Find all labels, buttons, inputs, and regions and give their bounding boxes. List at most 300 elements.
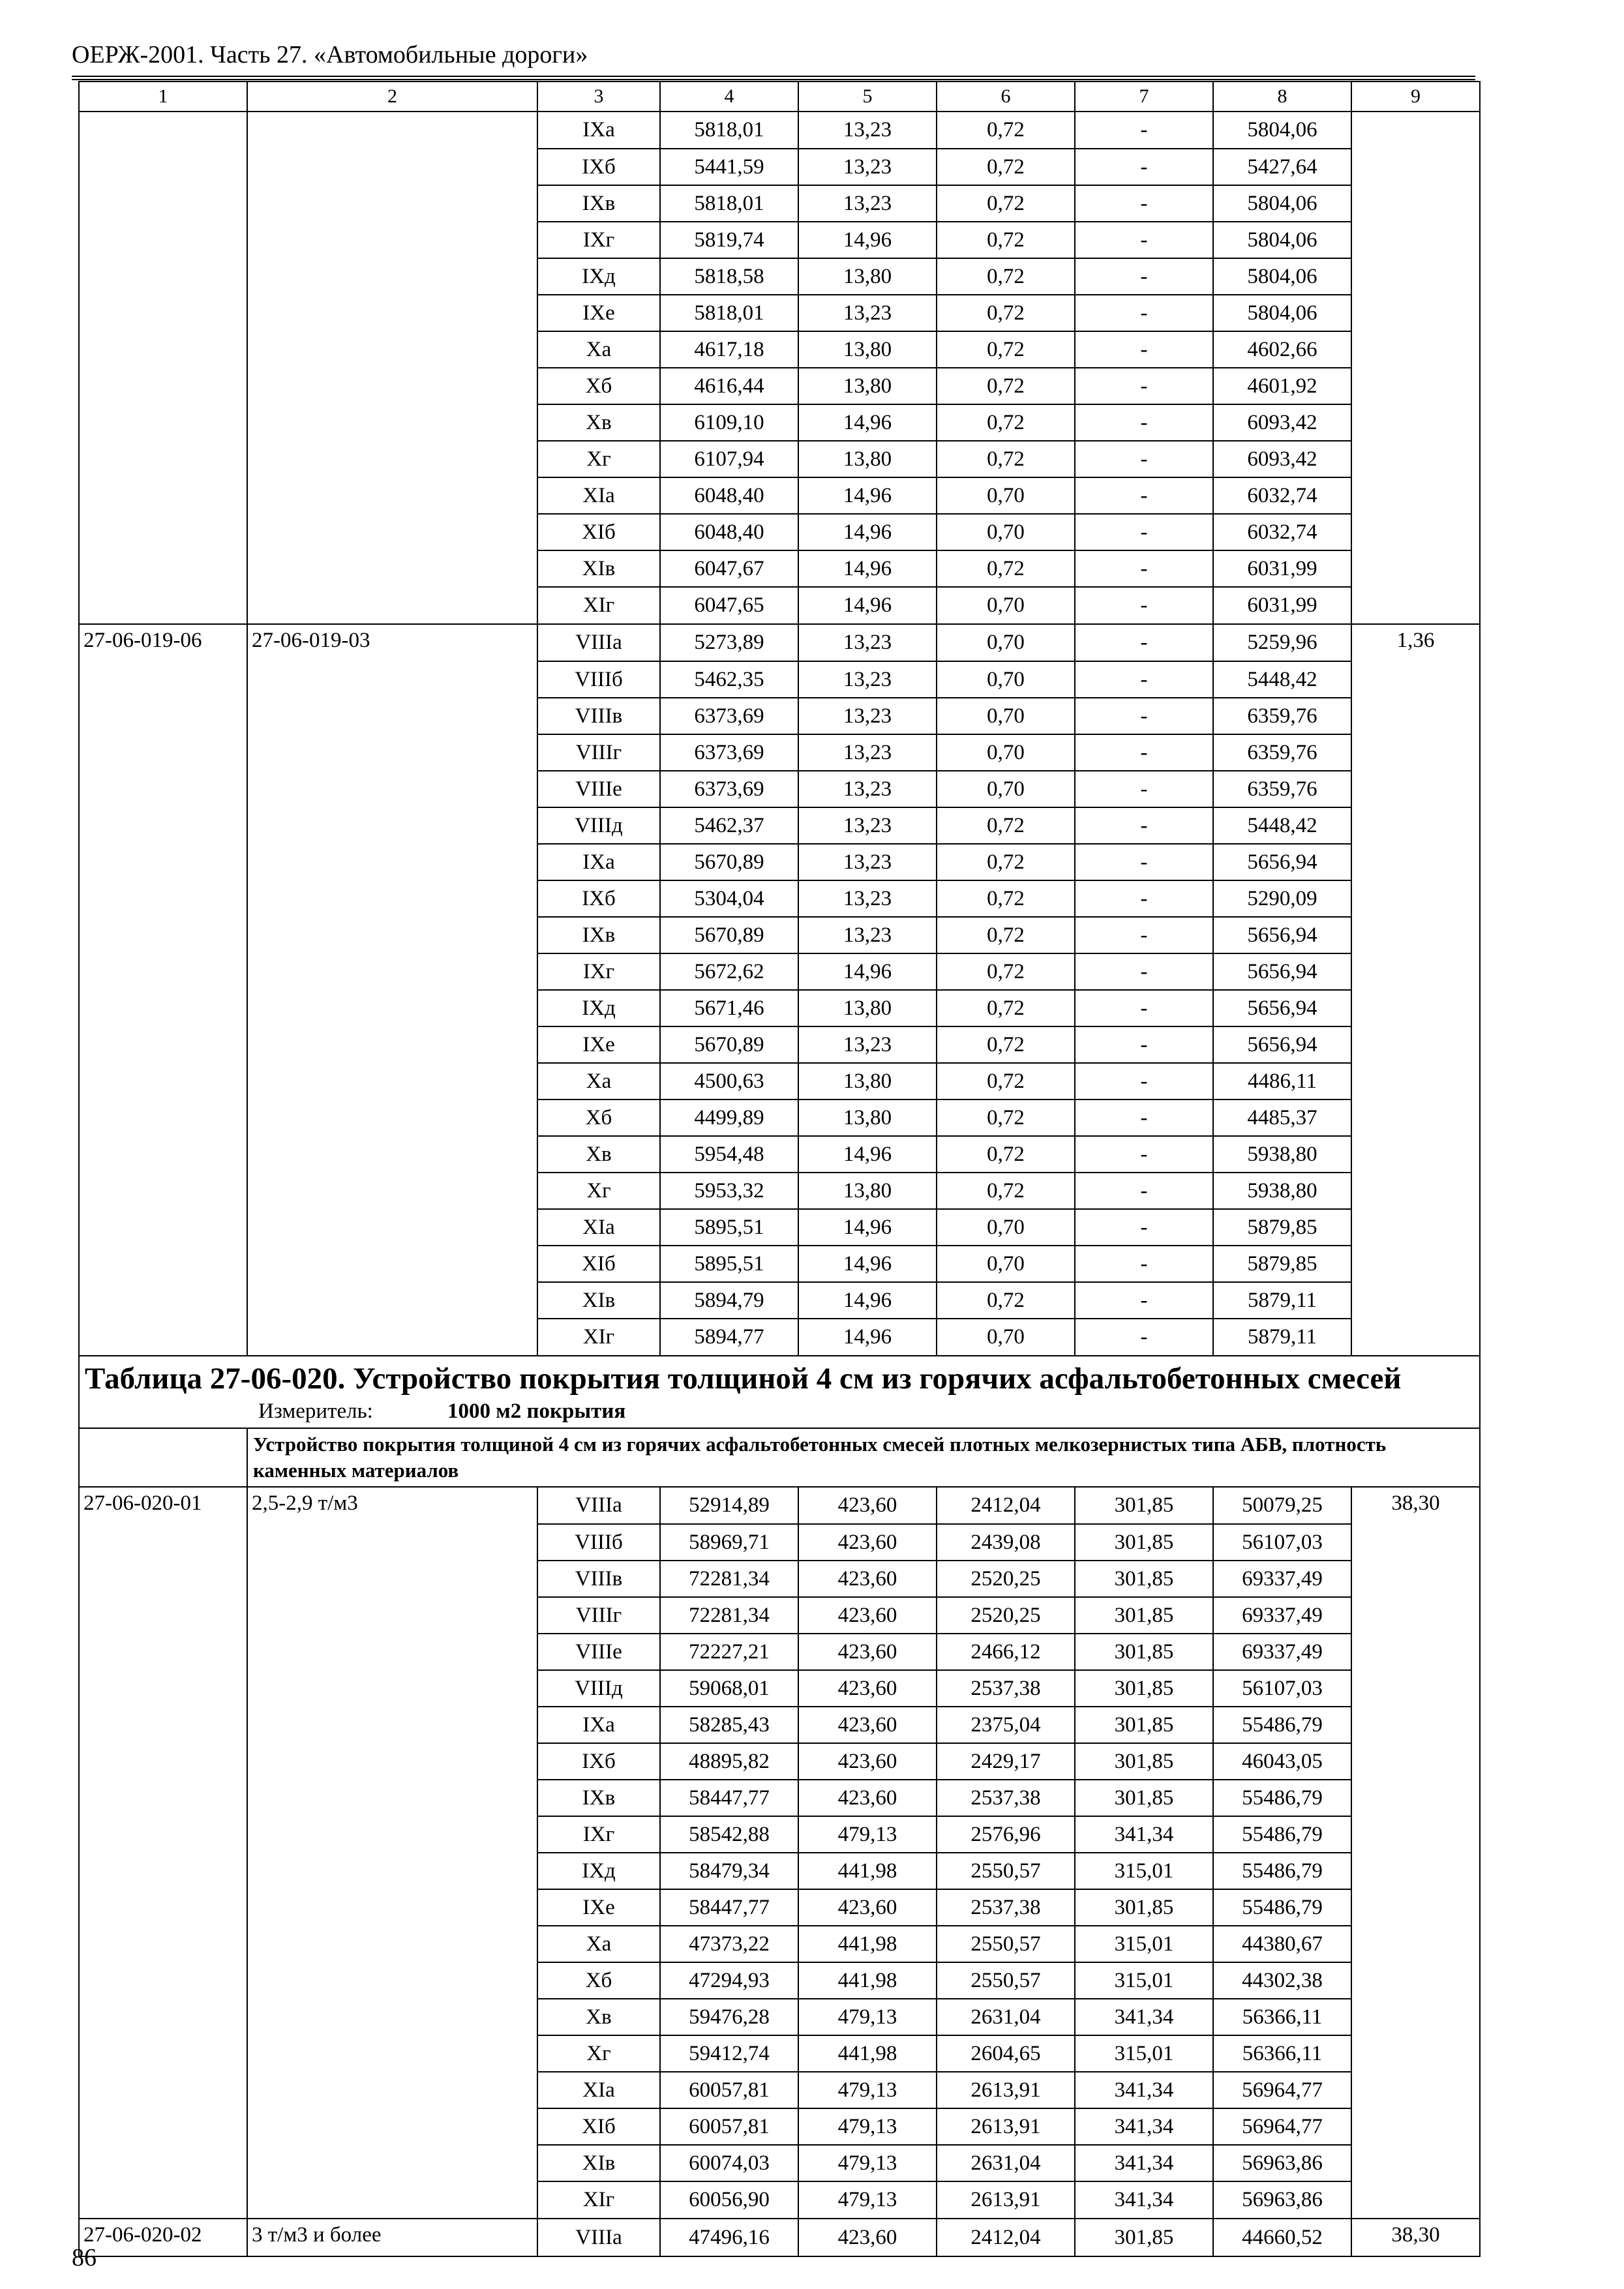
- value-cell: XIг: [537, 2181, 660, 2219]
- value-cell: 47294,93: [660, 1962, 798, 1999]
- value-cell: 341,34: [1075, 2181, 1213, 2219]
- value-cell: 423,60: [798, 1634, 937, 1670]
- value-cell: IXa: [537, 1707, 660, 1743]
- coef-cell: [1351, 1100, 1480, 1136]
- code-cell: [79, 1209, 247, 1246]
- value-cell: 2576,96: [937, 1816, 1075, 1853]
- value-cell: -: [1075, 149, 1213, 185]
- value-cell: 2631,04: [937, 2145, 1075, 2181]
- table-row: [79, 1026, 1480, 1063]
- coef-cell: 38,30: [1351, 1487, 1480, 1524]
- value-cell: 14,96: [798, 1209, 937, 1246]
- base-cell: [247, 1670, 537, 1707]
- value-cell: 6359,76: [1213, 771, 1351, 807]
- value-cell: -: [1075, 624, 1213, 661]
- coef-cell: [1351, 1561, 1480, 1597]
- value-cell: 48895,82: [660, 1743, 798, 1780]
- value-cell: IXд: [537, 990, 660, 1026]
- value-cell: 60056,90: [660, 2181, 798, 2219]
- value-cell: 6359,76: [1213, 698, 1351, 734]
- base-cell: [247, 2181, 537, 2219]
- value-cell: 13,23: [798, 149, 937, 185]
- value-cell: 5879,11: [1213, 1282, 1351, 1319]
- coef-cell: [1351, 1173, 1480, 1209]
- value-cell: 441,98: [798, 2035, 937, 2072]
- coef-cell: [1351, 550, 1480, 587]
- base-cell: [247, 295, 537, 331]
- value-cell: 5804,06: [1213, 185, 1351, 222]
- base-cell: [247, 1999, 537, 2035]
- value-cell: 5670,89: [660, 917, 798, 953]
- coef-cell: [1351, 1634, 1480, 1670]
- value-cell: 5804,06: [1213, 295, 1351, 331]
- code-cell: [79, 1319, 247, 1356]
- base-cell: [247, 112, 537, 149]
- value-cell: XIa: [537, 477, 660, 514]
- value-cell: 0,70: [937, 734, 1075, 771]
- value-cell: 0,72: [937, 295, 1075, 331]
- value-cell: 423,60: [798, 1743, 937, 1780]
- page-number: 86: [72, 2244, 97, 2271]
- base-cell: [247, 1634, 537, 1670]
- value-cell: 59412,74: [660, 2035, 798, 2072]
- code-cell: [79, 1282, 247, 1319]
- value-cell: -: [1075, 990, 1213, 1026]
- value-cell: Xг: [537, 1173, 660, 1209]
- value-cell: XIб: [537, 1246, 660, 1282]
- coef-cell: [1351, 149, 1480, 185]
- coef-cell: [1351, 698, 1480, 734]
- value-cell: IXв: [537, 185, 660, 222]
- coef-cell: [1351, 1597, 1480, 1634]
- coef-cell: [1351, 1962, 1480, 1999]
- code-cell: [79, 1816, 247, 1853]
- value-cell: -: [1075, 661, 1213, 698]
- value-cell: 5894,79: [660, 1282, 798, 1319]
- coef-cell: 38,30: [1351, 2219, 1480, 2256]
- value-cell: XIг: [537, 587, 660, 624]
- value-cell: 341,34: [1075, 2108, 1213, 2145]
- value-cell: 14,96: [798, 514, 937, 550]
- value-cell: 301,85: [1075, 1780, 1213, 1816]
- base-cell: [247, 2108, 537, 2145]
- value-cell: 5879,85: [1213, 1246, 1351, 1282]
- coef-cell: [1351, 258, 1480, 295]
- table-row: [79, 1816, 1480, 1853]
- value-cell: XIa: [537, 1209, 660, 1246]
- code-cell: [79, 1597, 247, 1634]
- column-number: 3: [537, 82, 660, 112]
- table-row: [79, 1707, 1480, 1743]
- value-cell: 58447,77: [660, 1889, 798, 1926]
- value-cell: 2613,91: [937, 2072, 1075, 2108]
- value-cell: 0,72: [937, 917, 1075, 953]
- code-cell: [79, 477, 247, 514]
- base-cell: [247, 917, 537, 953]
- table-row: [79, 771, 1480, 807]
- value-cell: -: [1075, 698, 1213, 734]
- value-cell: Xв: [537, 1136, 660, 1173]
- value-cell: 5804,06: [1213, 258, 1351, 295]
- value-cell: 47496,16: [660, 2219, 798, 2256]
- value-cell: 0,70: [937, 624, 1075, 661]
- table-row: [79, 2145, 1480, 2181]
- value-cell: 5818,01: [660, 185, 798, 222]
- coef-cell: [1351, 112, 1480, 149]
- value-cell: XIв: [537, 2145, 660, 2181]
- value-cell: 5656,94: [1213, 990, 1351, 1026]
- value-cell: Xб: [537, 1100, 660, 1136]
- value-cell: 301,85: [1075, 1743, 1213, 1780]
- value-cell: 6093,42: [1213, 441, 1351, 477]
- value-cell: 2613,91: [937, 2108, 1075, 2145]
- value-cell: 56366,11: [1213, 2035, 1351, 2072]
- value-cell: 5954,48: [660, 1136, 798, 1173]
- value-cell: 72227,21: [660, 1634, 798, 1670]
- coef-cell: [1351, 917, 1480, 953]
- code-cell: [79, 514, 247, 550]
- column-number: 5: [798, 82, 937, 112]
- value-cell: -: [1075, 1063, 1213, 1100]
- code-cell: [79, 550, 247, 587]
- value-cell: 5938,80: [1213, 1173, 1351, 1209]
- value-cell: Xa: [537, 331, 660, 368]
- value-cell: 2520,25: [937, 1597, 1075, 1634]
- code-cell: [79, 1173, 247, 1209]
- base-cell: [247, 185, 537, 222]
- header-rule: [72, 76, 1475, 80]
- value-cell: 315,01: [1075, 1853, 1213, 1889]
- value-cell: 5427,64: [1213, 149, 1351, 185]
- coef-cell: [1351, 477, 1480, 514]
- value-cell: 60074,03: [660, 2145, 798, 2181]
- value-cell: -: [1075, 258, 1213, 295]
- code-cell: [79, 1743, 247, 1780]
- value-cell: 423,60: [798, 1597, 937, 1634]
- value-cell: 50079,25: [1213, 1487, 1351, 1524]
- value-cell: 6031,99: [1213, 550, 1351, 587]
- value-cell: -: [1075, 1173, 1213, 1209]
- value-cell: 5672,62: [660, 953, 798, 990]
- value-cell: 0,72: [937, 185, 1075, 222]
- value-cell: 6093,42: [1213, 404, 1351, 441]
- value-cell: 13,80: [798, 368, 937, 404]
- value-cell: 6107,94: [660, 441, 798, 477]
- value-cell: -: [1075, 1319, 1213, 1356]
- value-cell: 0,72: [937, 331, 1075, 368]
- coef-cell: [1351, 1670, 1480, 1707]
- value-cell: 52914,89: [660, 1487, 798, 1524]
- value-cell: 6109,10: [660, 404, 798, 441]
- value-cell: VIIIг: [537, 734, 660, 771]
- base-cell: [247, 1246, 537, 1282]
- table-row: [79, 953, 1480, 990]
- code-cell: [79, 1100, 247, 1136]
- value-cell: 0,70: [937, 477, 1075, 514]
- code-cell: [79, 1853, 247, 1889]
- value-cell: 6359,76: [1213, 734, 1351, 771]
- value-cell: 0,70: [937, 698, 1075, 734]
- code-cell: [79, 1889, 247, 1926]
- value-cell: 5670,89: [660, 1026, 798, 1063]
- coef-cell: [1351, 222, 1480, 258]
- value-cell: 2604,65: [937, 2035, 1075, 2072]
- value-cell: IXe: [537, 1026, 660, 1063]
- value-cell: 0,72: [937, 550, 1075, 587]
- value-cell: -: [1075, 185, 1213, 222]
- value-cell: 60057,81: [660, 2108, 798, 2145]
- coef-cell: [1351, 1063, 1480, 1100]
- value-cell: 56963,86: [1213, 2145, 1351, 2181]
- table-row: [79, 1319, 1480, 1356]
- value-cell: 56964,77: [1213, 2108, 1351, 2145]
- value-cell: 6373,69: [660, 698, 798, 734]
- column-number: 2: [247, 82, 537, 112]
- value-cell: 5879,85: [1213, 1209, 1351, 1246]
- value-cell: IXг: [537, 1816, 660, 1853]
- value-cell: 58447,77: [660, 1780, 798, 1816]
- value-cell: 5819,74: [660, 222, 798, 258]
- base-cell: [247, 1780, 537, 1816]
- value-cell: 4616,44: [660, 368, 798, 404]
- value-cell: 13,23: [798, 807, 937, 844]
- value-cell: 2439,08: [937, 1524, 1075, 1561]
- table-row: [79, 2072, 1480, 2108]
- value-cell: 5804,06: [1213, 222, 1351, 258]
- table-row: [79, 1173, 1480, 1209]
- value-cell: 479,13: [798, 1816, 937, 1853]
- value-cell: IXe: [537, 1889, 660, 1926]
- base-cell: [247, 441, 537, 477]
- code-cell: [79, 1524, 247, 1561]
- value-cell: 14,96: [798, 550, 937, 587]
- value-cell: 5304,04: [660, 880, 798, 917]
- value-cell: 5670,89: [660, 844, 798, 880]
- value-cell: 14,96: [798, 953, 937, 990]
- value-cell: Xб: [537, 1962, 660, 1999]
- table-row: [79, 1209, 1480, 1246]
- code-cell: [79, 404, 247, 441]
- value-cell: 14,96: [798, 477, 937, 514]
- coef-cell: [1351, 295, 1480, 331]
- table-row: [79, 404, 1480, 441]
- value-cell: 69337,49: [1213, 1561, 1351, 1597]
- table-row: [79, 1962, 1480, 1999]
- value-cell: 58285,43: [660, 1707, 798, 1743]
- value-cell: 5441,59: [660, 149, 798, 185]
- coef-cell: [1351, 587, 1480, 624]
- value-cell: 13,80: [798, 258, 937, 295]
- value-cell: Xв: [537, 1999, 660, 2035]
- base-cell: [247, 2035, 537, 2072]
- value-cell: 13,23: [798, 1026, 937, 1063]
- coef-cell: [1351, 2035, 1480, 2072]
- base-cell: [247, 1524, 537, 1561]
- value-cell: 13,80: [798, 1173, 937, 1209]
- table-row: [79, 1743, 1480, 1780]
- value-cell: VIIIв: [537, 1561, 660, 1597]
- base-cell: [247, 807, 537, 844]
- base-cell: [247, 1816, 537, 1853]
- base-cell: [247, 2145, 537, 2181]
- coef-cell: [1351, 1780, 1480, 1816]
- value-cell: IXв: [537, 917, 660, 953]
- table-row: [79, 1524, 1480, 1561]
- value-cell: 341,34: [1075, 2072, 1213, 2108]
- value-cell: VIIIa: [537, 1487, 660, 1524]
- value-cell: VIIIe: [537, 771, 660, 807]
- value-cell: 72281,34: [660, 1597, 798, 1634]
- coef-cell: [1351, 661, 1480, 698]
- value-cell: 13,23: [798, 698, 937, 734]
- value-cell: 0,72: [937, 441, 1075, 477]
- coef-cell: [1351, 2181, 1480, 2219]
- value-cell: 5938,80: [1213, 1136, 1351, 1173]
- code-cell: [79, 2072, 247, 2108]
- value-cell: 5671,46: [660, 990, 798, 1026]
- value-cell: 4617,18: [660, 331, 798, 368]
- value-cell: XIв: [537, 1282, 660, 1319]
- value-cell: 5804,06: [1213, 112, 1351, 149]
- measure-line: [85, 1399, 1474, 1424]
- base-cell: [247, 1026, 537, 1063]
- coef-cell: [1351, 880, 1480, 917]
- value-cell: 44660,52: [1213, 2219, 1351, 2256]
- value-cell: 6032,74: [1213, 514, 1351, 550]
- value-cell: 441,98: [798, 1962, 937, 1999]
- value-cell: 5894,77: [660, 1319, 798, 1356]
- value-cell: 5273,89: [660, 624, 798, 661]
- value-cell: IXд: [537, 258, 660, 295]
- code-cell: [79, 222, 247, 258]
- value-cell: 0,72: [937, 990, 1075, 1026]
- value-cell: 14,96: [798, 404, 937, 441]
- value-cell: 301,85: [1075, 1707, 1213, 1743]
- value-cell: 6032,74: [1213, 477, 1351, 514]
- value-cell: 4499,89: [660, 1100, 798, 1136]
- base-cell: [247, 1173, 537, 1209]
- value-cell: 5448,42: [1213, 661, 1351, 698]
- coef-cell: [1351, 185, 1480, 222]
- base-cell: [247, 844, 537, 880]
- code-cell: [79, 990, 247, 1026]
- value-cell: -: [1075, 514, 1213, 550]
- value-cell: 56366,11: [1213, 1999, 1351, 2035]
- value-cell: 58542,88: [660, 1816, 798, 1853]
- code-cell: 27-06-019-06: [79, 624, 247, 661]
- value-cell: -: [1075, 587, 1213, 624]
- value-cell: 301,85: [1075, 1889, 1213, 1926]
- value-cell: IXб: [537, 1743, 660, 1780]
- coef-cell: [1351, 1209, 1480, 1246]
- code-cell: [79, 1136, 247, 1173]
- coef-cell: [1351, 1282, 1480, 1319]
- code-cell: [79, 149, 247, 185]
- value-cell: 0,70: [937, 1209, 1075, 1246]
- coef-cell: [1351, 844, 1480, 880]
- base-cell: [247, 880, 537, 917]
- value-cell: IXa: [537, 844, 660, 880]
- value-cell: 301,85: [1075, 1597, 1213, 1634]
- column-number-row: [79, 82, 1480, 112]
- table-row: [79, 258, 1480, 295]
- table-row: [79, 2035, 1480, 2072]
- value-cell: IXe: [537, 295, 660, 331]
- base-cell: [247, 331, 537, 368]
- value-cell: 5448,42: [1213, 807, 1351, 844]
- value-cell: 315,01: [1075, 2035, 1213, 2072]
- table-row: [79, 624, 1480, 661]
- value-cell: 341,34: [1075, 1999, 1213, 2035]
- column-number: 6: [937, 82, 1075, 112]
- table-row: [79, 807, 1480, 844]
- value-cell: 55486,79: [1213, 1780, 1351, 1816]
- value-cell: 13,80: [798, 441, 937, 477]
- value-cell: 13,80: [798, 1063, 937, 1100]
- value-cell: 56963,86: [1213, 2181, 1351, 2219]
- value-cell: IXг: [537, 222, 660, 258]
- value-cell: 441,98: [798, 1926, 937, 1962]
- value-cell: 60057,81: [660, 2072, 798, 2108]
- base-cell: [247, 1707, 537, 1743]
- table-row: [79, 2181, 1480, 2219]
- value-cell: -: [1075, 1136, 1213, 1173]
- value-cell: 13,23: [798, 661, 937, 698]
- value-cell: 0,70: [937, 1246, 1075, 1282]
- code-cell: [79, 2181, 247, 2219]
- value-cell: 13,23: [798, 185, 937, 222]
- table-row: [79, 1282, 1480, 1319]
- code-cell: [79, 2145, 247, 2181]
- value-cell: 69337,49: [1213, 1634, 1351, 1670]
- code-cell: [79, 698, 247, 734]
- base-cell: [247, 1209, 537, 1246]
- value-cell: -: [1075, 295, 1213, 331]
- column-number: 8: [1213, 82, 1351, 112]
- coef-cell: [1351, 1246, 1480, 1282]
- value-cell: 0,72: [937, 404, 1075, 441]
- base-cell: 2,5-2,9 т/м3: [247, 1487, 537, 1524]
- value-cell: 69337,49: [1213, 1597, 1351, 1634]
- value-cell: VIIIб: [537, 1524, 660, 1561]
- value-cell: 423,60: [798, 1889, 937, 1926]
- table-row: [79, 1597, 1480, 1634]
- base-cell: 3 т/м3 и более: [247, 2219, 537, 2256]
- code-cell: [79, 587, 247, 624]
- value-cell: VIIIг: [537, 1597, 660, 1634]
- value-cell: 5656,94: [1213, 953, 1351, 990]
- measure-value: 1000 м2 покрытия: [447, 1399, 626, 1423]
- coef-cell: [1351, 1743, 1480, 1780]
- value-cell: 13,23: [798, 295, 937, 331]
- value-cell: -: [1075, 404, 1213, 441]
- table-row: [79, 1487, 1480, 1524]
- coef-cell: [1351, 514, 1480, 550]
- value-cell: 479,13: [798, 2072, 937, 2108]
- value-cell: 0,70: [937, 1319, 1075, 1356]
- base-cell: [247, 368, 537, 404]
- base-cell: [247, 771, 537, 807]
- value-cell: 55486,79: [1213, 1889, 1351, 1926]
- value-cell: 14,96: [798, 1319, 937, 1356]
- value-cell: 423,60: [798, 2219, 937, 2256]
- column-number: 7: [1075, 82, 1213, 112]
- table-row: [79, 1999, 1480, 2035]
- table-row: [79, 844, 1480, 880]
- value-cell: 6373,69: [660, 771, 798, 807]
- base-cell: [247, 1319, 537, 1356]
- table-row: [79, 698, 1480, 734]
